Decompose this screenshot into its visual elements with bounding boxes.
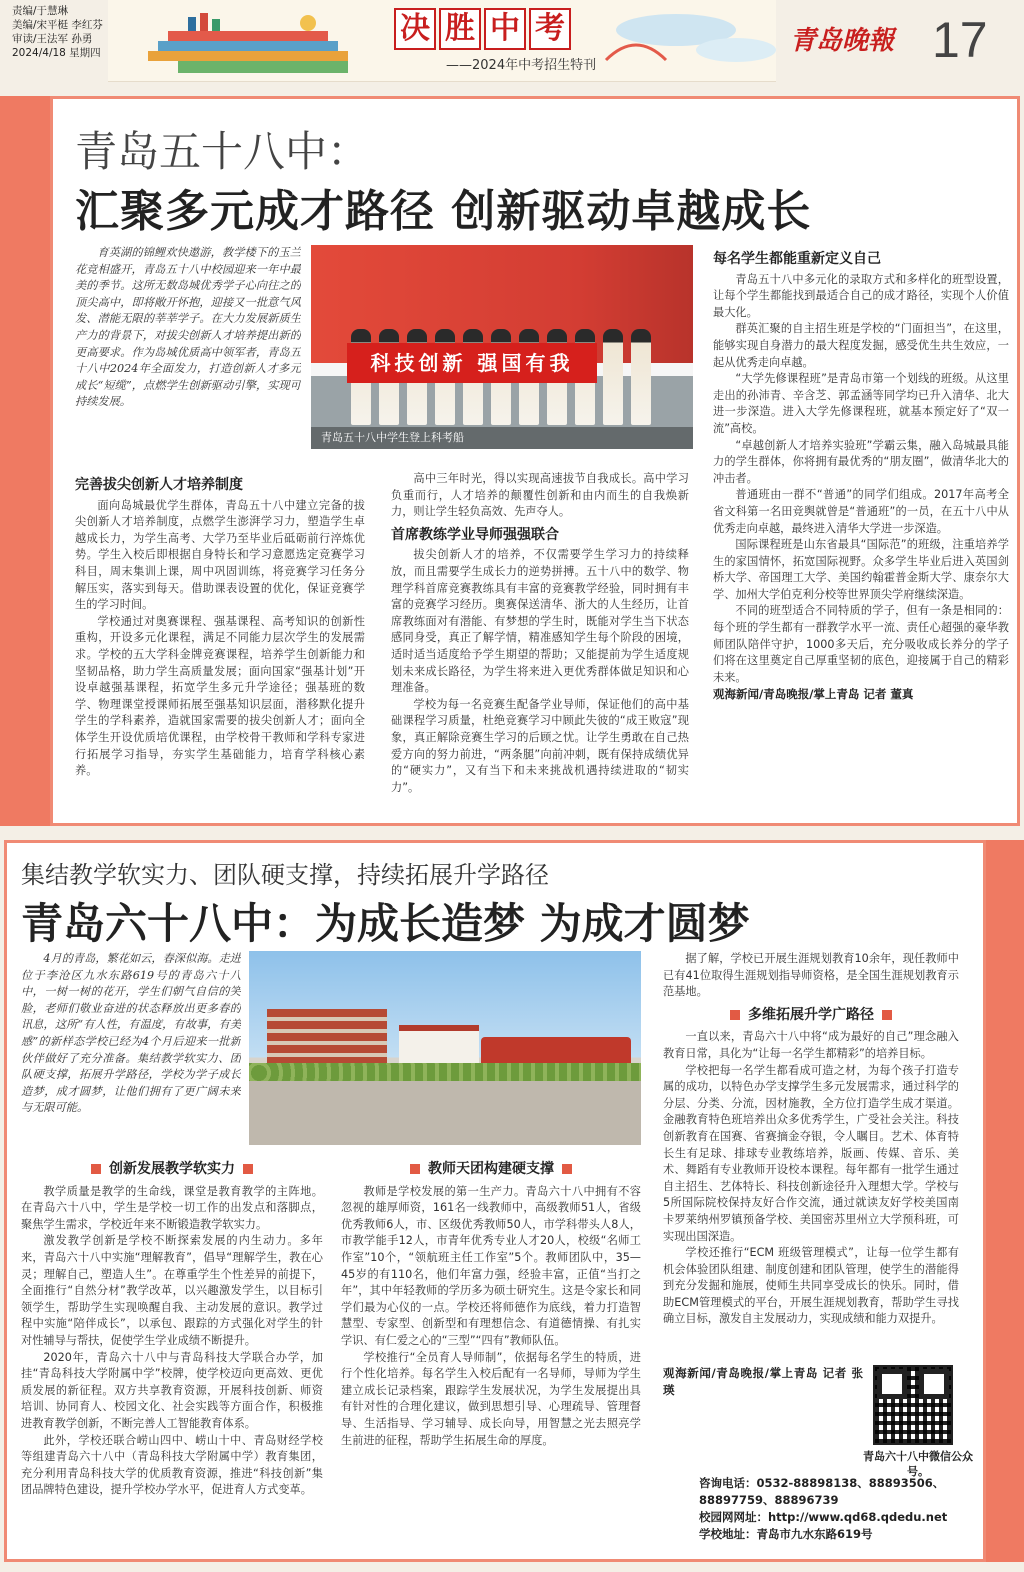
article2-byline: 观海新闻/青岛晚报/掌上青岛 记者 张瑛 [663, 1366, 863, 1397]
special-edition-subtitle: ——2024年中考招生特刊 [446, 58, 597, 73]
paragraph: 高中三年时光，得以实现高速拔节自我成长。高中学习负重而行，人才培养的颠覆性创新和由内而生的自我焕新力，则让学生轻负高效、先声夺人。 [391, 472, 689, 519]
section-title: 每名学生都能重新定义自己 [713, 251, 881, 267]
title-char: 中 [484, 8, 526, 50]
article2-kicker: 集结教学软实力、团队硬支撑，持续拓展升学路径 [21, 861, 549, 889]
paragraph: 学校还推行“ECM 班级管理模式”，让每一位学生都有机会体验团队组建、制度创建和团队管理，使学生的潜能得到充分发掘和施展，使师生共同享受成长的快乐。同时，借助ECM管理模式的平台，开展生涯规划教育，帮助学生寻找确立目标，激发自主发展动力，实现成绩和能力双提升。 [663, 1246, 959, 1326]
paragraph: 群英汇聚的自主招生班是学校的“门面担当”，在这里，能够实现自身潜力的最大程度发掘，感受优生共生效应，一起从优秀走向卓越。 [713, 322, 1009, 369]
paragraph: 此外，学校还联合崂山四中、崂山十中、青岛财经学校等组建青岛六十八中（青岛科技大学附属中学）教育集团，充分利用青岛科技大学的优质教育资源，推进“科技创新”集团品牌特色建设，提升学校办学水平，促进育人方式变革。 [21, 1433, 323, 1497]
paragraph: 学校为每一名竞赛生配备学业导师，保证他们的高中基础课程学习质量，杜绝竞赛学习中顾此失彼的“成王败寇”现象，真正解除竞赛生学习的后顾之忧。让学生勇敢在自己热爱方向的努力前进，“两条腿”向前冲刺，既有保持成绩优异的“硬实力”，又有当下和未来挑战机遇持续进取的“韧实力”。 [391, 697, 689, 794]
article-58th-school [50, 96, 1020, 826]
section-title: 教师天团构建硬支撑 [341, 1161, 641, 1178]
paragraph: “大学先修课程班”是青岛市第一个划线的班级。从这里走出的孙沛青、辛含芝、郭孟涵等同学均已升入清华、北大进一步深造。进入大学先修课程班，就基本预定好了“双一流”高校。 [713, 372, 1009, 435]
article1-side-strip [0, 96, 50, 826]
section-title: 完善拔尖创新人才培养制度 [75, 477, 243, 493]
article2-byline-block [663, 1365, 863, 1471]
paragraph: 不同的班型适合不同特质的学子，但有一条是相同的：每个班的学生都有一群教学水平一流、责任心超强的豪华教师团队陪伴守护，1000多天后，充分吸收成长养分的学子们将在这里奠定自己厚重坚韧的底色，迎接属于自己的精彩未来。 [713, 604, 1009, 684]
paragraph: 一直以来，青岛六十八中将“成为最好的自己”理念融入教育日常，具化为“让每一名学生都精彩”的培养目标。 [663, 1030, 959, 1060]
contact-website: 校园网网址：http://www.qd68.qdedu.net [699, 1510, 948, 1524]
article1-column-3 [713, 245, 1009, 819]
paragraph: 面向岛城最优学生群体，青岛五十八中建立完备的拔尖创新人才培养制度，点燃学生澎湃学习力，塑造学生卓越成长力，为学生高考、大学乃至毕业后砥砺前行淬炼优势。学生入校后即根据自身特长和学习意愿选定竞赛学习科目，周末集训上课，周中巩固训练，将竞赛学习任务分解压实，落实到每天。借助课表设置的优化，保证竞赛学生的学习时间。 [75, 498, 365, 612]
meta-reviewer: 审读/王法军 孙勇 [12, 33, 93, 45]
article2-headline: 青岛六十八中：为成长造梦 为成才圆梦 [21, 899, 750, 948]
paragraph: 学校把每一名学生都看成可造之材，为每个孩子打造专属的成功，以特色办学支撑学生多元发展需求，通过科学的分层、分类、分流，因材施教，全方位打造学生成才渠道。金融教育特色班培养出众多优秀学生，广受社会关注。科技创新教育在国赛、省赛摘金夺银，令人瞩目。艺术、体育特长生有足球、排球专业教练培养，版画、传媒、音乐、美术、舞蹈有专业教师开设校本课程。每年都有一批学生通过自主招生、艺体特长、科技创新途径升入理想大学。学校与5所国际院校保持友好合作交流，通过就读友好学校美国南卡罗莱纳州罗镇预备学校、美国密苏里州立大学预科班，可实现出国深造。 [663, 1063, 959, 1243]
qr-code-icon [873, 1365, 953, 1445]
article2-side-strip [986, 840, 1024, 1562]
page-meta [12, 4, 103, 60]
lead-paragraph: 育英湖的锦鲤欢快遨游，教学楼下的玉兰花竞相盛开，青岛五十八中校园迎来一年中最美的季节。这所无数岛城优秀学子心向往之的顶尖高中，即将敞开怀抱，迎接又一批意气风发、潜能无限的莘莘学子。在大力发展新质生产力的背景下，对拔尖创新人才培养提出新的更高要求。作为岛城优质高中领军者，青岛五十八中2024年全面发力，打造创新人才多元成长“短缆”，点燃学生创新驱动引擎，实现可持续发展。 [75, 246, 301, 409]
section-title: 首席教练学业导师强强联合 [391, 526, 559, 543]
newspaper-logo: 青岛晚報 [790, 26, 895, 56]
article1-byline: 观海新闻/青岛晚报/掌上青岛 记者 董真 [713, 687, 914, 702]
paragraph: 学校推行“全员育人导师制”，依据每名学生的特质，进行个性化培养。每名学生入校后配有一名导师，导师为学生建立成长记录档案，跟踪学生发展状况，为学生发展提出具有针对性的合理化建议，做到思想引导、心理疏导、管理督导、生活指导、学习辅导、成长向导，用智慧之光去照亮学生前进的征程，帮助学生拓展生命的厚度。 [341, 1350, 641, 1447]
books-illustration [128, 11, 378, 81]
paragraph: 教师是学校发展的第一生产力。青岛六十八中拥有不容忽视的雄厚师资，161名一线教师中，高级教师51人，省级优秀教师6人，市、区级优秀教师50人，市学科带头人8人，市教学能手12人，市青年优秀专业人才20人，校级“名师工作室”10个，“领航班主任工作室”5个。教师团队中，35—45岁的有110名，他们年富力强，经验丰富，正值“当打之年”，其中年轻教师的学历多为硕士研究生。这是令家长和同学们最为心仪的一点。学校还将师德作为底线，着力打造智慧型、专家型、创新型和有理想信念、有道德情操、有扎实学识、有仁爱之心的“三型”“四有”教师队伍。 [341, 1184, 641, 1347]
photo-caption: 青岛五十八中学生登上科考船 [311, 427, 693, 449]
section-title: 多维拓展升学广路径 [663, 1007, 959, 1024]
article1-column-1 [75, 471, 365, 819]
article2-column-1 [21, 1155, 323, 1555]
article1-headline: 汇聚多元成才路径 创新驱动卓越成长 [75, 186, 812, 237]
meta-editor: 责编/于慧琳 [12, 5, 69, 17]
article1-kicker: 青岛五十八中： [75, 127, 370, 176]
paragraph: 拔尖创新人才的培养，不仅需要学生学习力的持续释放，而且需要学生成长力的逆势拼搏。五十八中的数学、物理学科首席竞赛教练具有丰富的竞赛教学经验，同时拥有丰富的竞赛学习经历。奥赛保送清华、浙大的人生经历，让首席教练面对有潜能、有梦想的学生时，既能对学生当下状态感同身受，真正了解学情，精准感知学生每个阶段的困境，适时适当适度给予学生期望的帮助；又能提前为学生适度规划未来成长路径，为学生将来进入更优秀群体做足知识和心理准备。 [391, 548, 689, 695]
paragraph: 据了解，学校已开展生涯规划教育10余年，现任教师中已有41位取得生涯规划指导师资格，是全国生涯规划教育示范基地。 [663, 952, 959, 999]
article-68th-school [4, 840, 986, 1562]
paragraph: 青岛五十八中多元化的录取方式和多样化的班型设置，让每个学生都能找到最适合自己的成才路径，实现个人价值最大化。 [713, 272, 1009, 319]
article2-column-3 [663, 951, 959, 1363]
article1-column-2 [391, 471, 689, 819]
contact-address: 学校地址：青岛市九水东路619号 [699, 1527, 873, 1541]
title-char: 考 [529, 8, 571, 50]
title-char: 胜 [439, 8, 481, 50]
qr-caption: 青岛六十八中微信公众号。 [863, 1450, 973, 1478]
article1-lead [75, 245, 301, 455]
paragraph: “卓越创新人才培养实验班”学霸云集，融入岛城最具能力的学生群体，你将拥有最优秀的“朋友圈”，做清华北大的冲击者。 [713, 438, 1009, 485]
meta-art-editor: 美编/宋平梃 李红芬 [12, 19, 103, 31]
paragraph: 激发教学创新是学校不断探索发展的内生动力。多年来，青岛六十八中实施“理解教育”，倡导“理解学生，教在心灵；理解自己，塑造人生”。在尊重学生个性差异的前提下，全面推行“自然分材”教学改革，以兴趣激发学生，以目标引领学生，帮助学生实现唤醒自我、主动发展的意识。教学过程中实施“陪伴成长”，以承包、跟踪的方式强化对学生的针对性辅导与帮扶，促使学生学业成绩不断提升。 [21, 1234, 323, 1347]
photo-banner: 科技创新 强国有我 [347, 343, 597, 383]
paragraph: 国际课程班是山东省最具“国际范”的班级，注重培养学生的家国情怀，拓宽国际视野。众多学生毕业后进入英国剑桥大学、帝国理工大学、美国约翰霍普金斯大学、康奈尔大学、加州大学伯克利分校等世界顶尖学府继续深造。 [713, 538, 1009, 601]
contact-phone: 咨询电话：0532-88898138、88893506、 [699, 1476, 945, 1490]
section-title: 创新发展教学软实力 [21, 1161, 323, 1178]
lead-paragraph: 4月的青岛，繁花如云，春深似海。走进位于李沧区九水东路619号的青岛六十八中，一树一树的花开，学生们朝气自信的笑脸，老师们敬业奋进的状态释放出更多春的讯息，这所“有人性，有温度，有故事，有美感”的新样态学校已经为4个月后迎来一批新伙伴做好了充分准备。集结教学软实力、团队硬支撑，拓展升学路径，学校为学子成长造梦，成才圆梦，让他们拥有了更广阔未来与无限可能。 [21, 952, 241, 1115]
campus-plaza [249, 1081, 641, 1145]
article2-column-2 [341, 1155, 641, 1555]
paragraph: 教学质量是教学的生命线，课堂是教育教学的主阵地。在青岛六十八中，学生是学校一切工作的出发点和落脚点，聚焦学生需求，学校近年来不断锻造教学软实力。 [21, 1184, 323, 1231]
special-edition-title [394, 8, 571, 50]
contact-phone-cont: 88897759、88896739 [699, 1493, 839, 1507]
meta-date: 2024/4/18 星期四 [12, 47, 101, 59]
article2-lead [21, 951, 241, 1151]
article1-photo [311, 245, 693, 449]
paragraph: 普通班由一群不“普通”的同学们组成。2017年高考全省文科第一名田竞舆就曾是“普通班”的一员，在五十八中从优秀走向卓越，最终进入清华大学进一步深造。 [713, 488, 1009, 535]
article2-campus-photo [249, 951, 641, 1145]
paragraph: 2020年，青岛六十八中与青岛科技大学联合办学，加挂“青岛科技大学附属中学”校牌，使学校迈向更高效、更优质发展的新征程。双方共享教育资源，开展科技创新、师资培训、协同育人、校园文化、社会实践等方面合作，积极推进教育教学创新，不断完善人工智能教育体系。 [21, 1350, 323, 1430]
school-contact-info [699, 1475, 969, 1543]
title-char: 决 [394, 8, 436, 50]
page-number: 17 [932, 12, 988, 68]
special-edition-banner [108, 0, 776, 82]
paragraph: 学校通过对奥赛课程、强基课程、高考知识的创新性重构，开设多元化课程，满足不同能力层次学生的发展需求。学校的五大学科金牌竞赛课程，培养学生创新能力和坚韧品格，助力学生高质量发展；面向国家“强基计划”开设卓越强基课程，拓宽学生多元升学途径；强基班的数学、物理课堂授课师拓展至强基知识层面，潜移默化提升学生的学科素养，造就国家需要的拔尖创新人才；面向全体学生开设优质培优课程，由学校骨干教师和学科专家进行拓展学习指导，夯实学生基础能力，培育学科核心素养。 [75, 614, 365, 778]
campus-building [267, 1009, 387, 1069]
